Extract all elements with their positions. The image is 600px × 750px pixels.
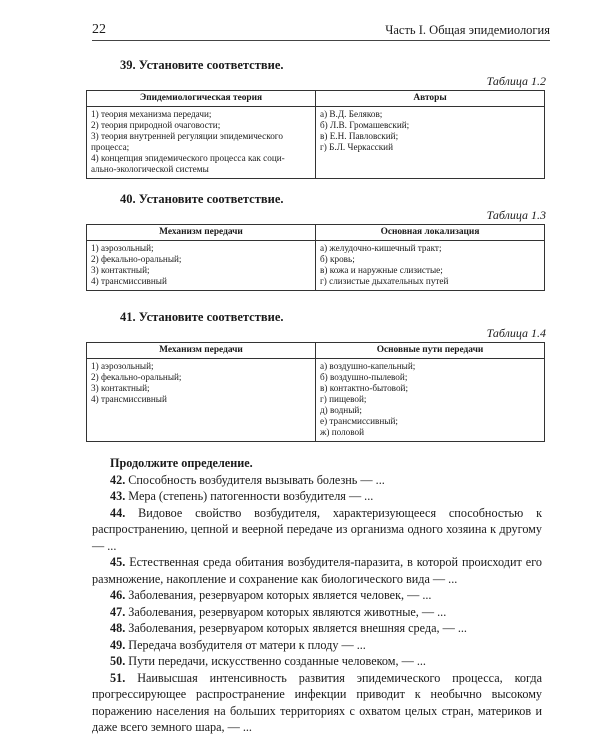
table-header-left: Механизм передачи (87, 343, 316, 359)
item-text: Пути передачи, искусственно созданные человеком, — ... (128, 654, 426, 668)
definition-item (92, 620, 542, 637)
table-1-4 (86, 342, 545, 442)
list-item: г) Б.Л. Черкасский (320, 142, 394, 152)
item-number: 50. (110, 654, 126, 668)
page-number: 22 (92, 22, 106, 37)
table-cell-left (87, 359, 316, 442)
table-cell-right (316, 241, 545, 291)
question-39-title: 39. Установите соответствие. (120, 58, 284, 72)
definition-item (92, 554, 542, 587)
item-number: 51. (110, 670, 126, 685)
table-1-2-caption: Таблица 1.2 (486, 74, 546, 88)
section-heading: Продолжите определение. (110, 456, 253, 470)
list-item: е) трансмиссивный; (320, 416, 398, 426)
list-item: б) кровь; (320, 254, 355, 264)
question-41-title: 41. Установите соответствие. (120, 310, 284, 324)
list-item: 2) фекально-оральный; (91, 254, 182, 264)
item-text: Передача возбудителя от матери к плоду — ... (128, 637, 366, 652)
definition-item (92, 637, 542, 654)
table-cell-left (87, 107, 316, 179)
list-item: б) воздушно-пылевой; (320, 372, 408, 382)
table-cell-right (316, 359, 545, 442)
definition-item (92, 604, 542, 621)
list-item: 3) контактный; (91, 265, 150, 275)
definition-item (92, 653, 542, 670)
list-item: в) Е.Н. Павловский; (320, 131, 399, 141)
item-number: 44. (110, 505, 126, 520)
question-40-title: 40. Установите соответствие. (120, 192, 284, 206)
list-item: 2) фекально-оральный; (91, 372, 182, 382)
item-text: Заболевания, резервуаром которых являются животные, — ... (128, 604, 447, 619)
definition-item (92, 505, 542, 555)
item-text: Наивысшая интенсивность развития эпидемического процесса, когда прогрессирующее распространение инфекции приводит к необычно высокому поражению населения на больших территориях с охватом целых стран, материков и даже всего земного шара, — ... (92, 670, 542, 734)
item-number: 46. (110, 588, 126, 602)
page-header (92, 22, 550, 41)
item-text: Способность возбудителя вызывать болезнь — ... (128, 472, 385, 487)
list-item: б) Л.В. Громашевский; (320, 120, 410, 130)
list-item: ж) половой (320, 427, 365, 437)
list-item: 4) концепция эпидемического процесса как соци- (91, 153, 285, 163)
item-text: Видовое свойство возбудителя, характеризующееся способностью к распространению, цепной и веерной передаче из организма одного хозяина к другому — ... (92, 505, 542, 553)
running-title: Часть I. Общая эпидемиология (385, 23, 550, 37)
list-item: 1) аэрозольный; (91, 361, 154, 371)
definition-item (92, 472, 542, 489)
item-text: Заболевания, резервуаром которых является человек, — ... (128, 588, 432, 602)
list-item: г) слизистые дыхательных путей (320, 276, 449, 286)
list-item: 2) теория природной очаговости; (91, 120, 221, 130)
list-item: д) водный; (320, 405, 362, 415)
table-cell-left (87, 241, 316, 291)
definitions-section (92, 455, 542, 736)
table-1-3 (86, 224, 545, 291)
list-item: в) кожа и наружные слизистые; (320, 265, 443, 275)
table-header-right: Основные пути передачи (316, 343, 545, 359)
item-number: 48. (110, 621, 126, 635)
item-text: Заболевания, резервуаром которых является внешняя среда, — ... (128, 621, 467, 635)
item-text: Естественная среда обитания возбудителя-паразита, в которой происходит его размножение, накопление и сохранение как биологического вида — ... (92, 555, 543, 586)
table-1-4-caption: Таблица 1.4 (486, 326, 546, 340)
item-number: 47. (110, 604, 126, 619)
item-number: 43. (110, 489, 126, 503)
list-item: ально-экологической системы (91, 164, 209, 174)
table-cell-right (316, 107, 545, 179)
item-number: 49. (110, 637, 126, 652)
list-item: 4) трансмиссивный (91, 394, 167, 404)
definition-item (92, 488, 542, 505)
list-item: а) В.Д. Беляков; (320, 109, 383, 119)
definition-item (92, 587, 542, 604)
table-1-3-caption: Таблица 1.3 (486, 208, 546, 222)
list-item: в) контактно-бытовой; (320, 383, 409, 393)
list-item: 3) теория внутренней регуляции эпидемического (91, 131, 283, 141)
list-item: г) пищевой; (320, 394, 367, 404)
item-number: 42. (110, 472, 126, 487)
list-item: 3) контактный; (91, 383, 150, 393)
table-header-right: Основная локализация (316, 225, 545, 241)
list-item: процесса; (91, 142, 130, 152)
table-header-left: Эпидемиологическая теория (87, 91, 316, 107)
list-item: а) воздушно-капельный; (320, 361, 416, 371)
table-header-right: Авторы (316, 91, 545, 107)
table-header-left: Механизм передачи (87, 225, 316, 241)
item-text: Мера (степень) патогенности возбудителя — ... (128, 489, 374, 503)
item-number: 45. (110, 555, 126, 569)
list-item: 4) трансмиссивный (91, 276, 167, 286)
list-item: а) желудочно-кишечный тракт; (320, 243, 442, 253)
list-item: 1) теория механизма передачи; (91, 109, 212, 119)
list-item: 1) аэрозольный; (91, 243, 154, 253)
definition-item (92, 670, 542, 736)
table-1-2 (86, 90, 545, 179)
